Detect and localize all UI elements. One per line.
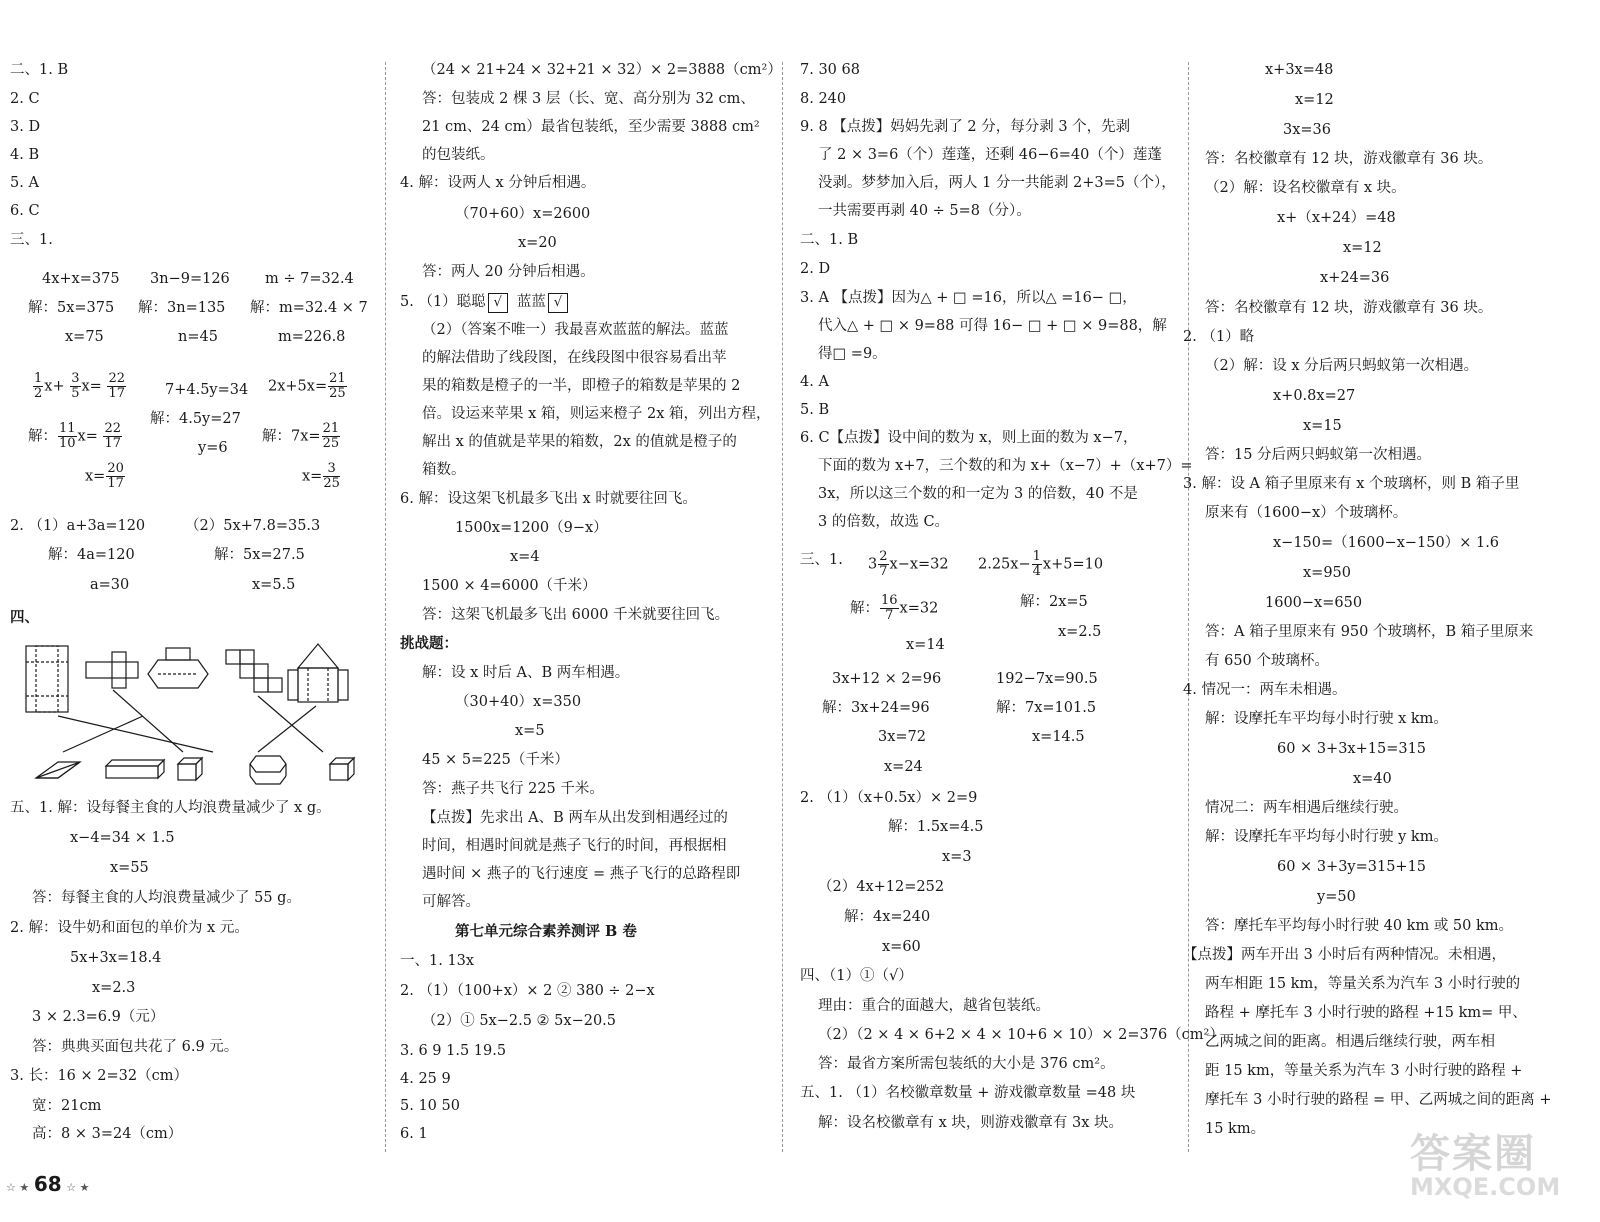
hint-line: 得□ =9。 [818, 346, 887, 362]
answer-line: 3. 长：16 × 2=32（cm） [10, 1068, 188, 1084]
hint-line: 3x，所以这三个数的和一定为 3 的倍数，40 不是 [818, 486, 1138, 502]
matching-lines [58, 690, 323, 752]
answer-line: 答：15 分后两只蚂蚁第一次相遇。 [1205, 447, 1432, 463]
answer-line: 2. D [800, 261, 831, 277]
hint-line: 下面的数为 x+7，三个数的和为 x+（x−7）+（x+7）= [818, 458, 1193, 474]
answer-line: 答：A 箱子里原来有 950 个玻璃杯，B 箱子里原来 [1205, 624, 1534, 640]
answer-column-4 [1183, 52, 1595, 1182]
section-title: 第七单元综合素养测评 B 卷 [455, 923, 637, 940]
equation: x+（x+24）=48 [1277, 210, 1396, 226]
answer-line: 五、1. 解：设每餐主食的人均浪费量减少了 x g。 [10, 800, 331, 816]
equation: 解：3x+24=96 [822, 700, 930, 716]
equation: 1500x=1200（9−x） [455, 520, 608, 536]
answer-line: 6. C [10, 203, 40, 219]
fraction: $\frac{3}{5}$ [71, 371, 80, 401]
solid-hexagonal-prism [250, 756, 286, 784]
equation: x=75 [65, 329, 104, 345]
answer-line: 6. 解：设这架飞机最多飞出 x 时就要往回飞。 [400, 491, 697, 507]
answer-line: 高：8 × 3=24（cm） [32, 1126, 183, 1142]
equation: a=30 [90, 577, 130, 593]
fraction: $\frac{22}{17}$ [108, 371, 125, 401]
hint-line: 15 km。 [1205, 1121, 1266, 1137]
answer-line: 理由：重合的面越大，越省包装纸。 [818, 998, 1050, 1014]
star-icon: ☆ ★ [66, 1181, 90, 1194]
equation: 1500 × 4=6000（千米） [422, 578, 597, 594]
equation: （70+60）x=2600 [455, 206, 591, 222]
answer-line: 2. 解：设牛奶和面包的单价为 x 元。 [10, 920, 249, 936]
answer-line: 解：设摩托车平均每小时行驶 x km。 [1205, 711, 1448, 727]
equation: x=55 [110, 860, 149, 876]
net-3 [148, 648, 208, 688]
answer-line: 答：这架飞机最多飞出 6000 千米就要往回飞。 [422, 607, 730, 623]
equation: n=45 [178, 329, 218, 345]
equation: m ÷ 7=32.4 [265, 271, 354, 287]
equation: y=6 [198, 440, 228, 456]
star-icon: ☆ ★ [6, 1181, 30, 1194]
answer-line: 答：名校徽章有 12 块，游戏徽章有 36 块。 [1205, 151, 1493, 167]
fraction: $\frac{1}{4}$ [1032, 549, 1041, 579]
equation: 7+4.5y=34 [165, 382, 249, 398]
equation: 2. （1）a+3a=120 [10, 518, 146, 534]
equation: 1600−x=650 [1265, 595, 1363, 611]
fraction: $\frac{11}{10}$ [59, 421, 76, 451]
fraction: $\frac{21}{25}$ [322, 421, 340, 451]
answer-line: 3. 解：设 A 箱子里原来有 x 个玻璃杯，则 B 箱子里 [1183, 476, 1520, 492]
hint-line: 9. 8 【点拨】妈妈先剥了 2 分，每分剥 3 个，先剥 [800, 119, 1131, 135]
equation: 3x+12 × 2=96 [832, 671, 942, 687]
equation: x=60 [882, 939, 921, 955]
section-heading: 三、1. [10, 232, 53, 248]
answer-line: 3. 6 9 1.5 19.5 [400, 1043, 507, 1059]
answer-line: （2）① 5x−2.5 ② 5x−20.5 [422, 1013, 617, 1029]
fraction: $\frac{21}{25}$ [329, 371, 346, 401]
hint-line: 【点拨】两车开出 3 小时后有两种情况。未相遇， [1183, 947, 1506, 963]
answer-column-1 [10, 52, 375, 1182]
equation: （2）4x+12=252 [818, 879, 945, 895]
answer-line: 5. （1）聪聪 √ 蓝蓝 √ [400, 292, 568, 313]
equation: x=12 [1343, 240, 1382, 256]
equation: x=14 [906, 637, 945, 653]
equation: 解：5x=27.5 [214, 547, 305, 563]
fraction-equation: $\frac{1}{2}$ x+ $\frac{3}{5}$ x= $\frac{22}{17}$ [34, 371, 125, 401]
equation: 60 × 3+3y=315+15 [1277, 859, 1427, 875]
answer-line: 2. （1）（100+x）× 2 ② 380 ÷ 2−x [400, 983, 655, 999]
solid-long-cuboid [106, 760, 164, 778]
net-5 [288, 644, 348, 702]
equation: 3 × 2.3=6.9（元） [32, 1009, 165, 1025]
equation: 解：m=32.4 × 7 [250, 300, 368, 316]
hint-line: 时间，相遇时间就是燕子飞行的时间，再根据相 [422, 838, 727, 854]
answer-line: 2. C [10, 91, 40, 107]
equation: x=15 [1303, 418, 1342, 434]
fraction-equation: x= $\frac{3}{25}$ [302, 461, 340, 491]
fraction-equation: 2.25x− $\frac{1}{4}$ x+5=10 [978, 549, 1104, 579]
fraction: $\frac{22}{17}$ [104, 421, 122, 451]
equation: y=50 [1317, 889, 1356, 905]
fraction: $\frac{3}{25}$ [323, 461, 340, 491]
hint-line: 6. C【点拨】设中间的数为 x，则上面的数为 x−7， [800, 430, 1138, 446]
answer-line: 5. 10 50 [400, 1098, 460, 1114]
answer-line: 答：两人 20 分钟后相遇。 [422, 264, 595, 280]
answer-line: 情况二：两车相遇后继续行驶。 [1205, 800, 1408, 816]
equation: x=2.3 [92, 980, 136, 996]
page-number: 68 [33, 1172, 62, 1196]
answer-line: 答：每餐主食的人均浪费量减少了 55 g。 [32, 890, 301, 906]
fraction: $\frac{1}{2}$ [34, 371, 43, 401]
fraction-equation: 解： $\frac{16}{7}$ x=32 [850, 593, 939, 623]
hint-line: 代入△ + □ × 9=88 可得 16− □ + □ × 9=88，解 [818, 318, 1167, 334]
answer-line: 解：设摩托车平均每小时行驶 y km。 [1205, 829, 1448, 845]
column-divider [385, 62, 386, 1152]
check-box: √ [548, 293, 568, 313]
equation: x=2.5 [1058, 624, 1102, 640]
answer-line: （2）解：设名校徽章有 x 块。 [1205, 180, 1406, 196]
answer-line: 箱数。 [422, 462, 466, 478]
answer-line: 的包装纸。 [422, 147, 495, 163]
equation: x=5.5 [252, 577, 296, 593]
section-heading: 三、1. [800, 552, 843, 568]
answer-line: 4. A [800, 374, 829, 390]
fraction-equation: 2x+5x= $\frac{21}{25}$ [268, 371, 346, 401]
equation: 解：2x=5 [1020, 594, 1088, 610]
answer-line: 一、1. 13x [400, 953, 475, 969]
hint-line: 乙两城之间的距离。相遇后继续行驶，两车相 [1205, 1034, 1495, 1050]
equation: m=226.8 [278, 329, 346, 345]
answer-line: 果的箱数是橙子的一半，即橙子的箱数是苹果的 2 [422, 378, 741, 394]
equation: x+3x=48 [1265, 62, 1334, 78]
answer-line: 2. （1）略 [1183, 329, 1255, 345]
equation: x=24 [884, 759, 923, 775]
answer-line: （2）（答案不唯一）我最喜欢蓝蓝的解法。蓝蓝 [422, 322, 729, 338]
answer-line: 21 cm、24 cm）最省包装纸，至少需要 3888 cm² [422, 119, 760, 135]
equation: x=5 [515, 723, 545, 739]
equation: （2）（2 × 4 × 6+2 × 4 × 10+6 × 10）× 2=376（cm²） [818, 1027, 1224, 1043]
hint-line: 摩托车 3 小时行驶的路程 = 甲、乙两城之间的距离 + [1205, 1092, 1552, 1108]
answer-line: 答：包装成 2 棵 3 层（长、宽、高分别为 32 cm、 [422, 91, 755, 107]
answer-line: 5. A [10, 175, 39, 191]
equation: x=40 [1353, 771, 1392, 787]
equation: 3x=72 [878, 729, 927, 745]
watermark-text: 答案圈 [1410, 1131, 1536, 1177]
answer-line: 二、1. B [800, 232, 859, 248]
hint-line: 【点拨】先求出 A、B 两车从出发到相遇经过的 [422, 810, 728, 826]
answer-line: 解：设 x 时后 A、B 两车相遇。 [422, 665, 630, 681]
hint-line: 遇时间 × 燕子的飞行速度 = 燕子飞行的总路程即 [422, 866, 741, 882]
answer-line: 倍。设运来苹果 x 箱，则运来橙子 2x 箱，列出方程， [422, 406, 771, 422]
equation: 解：4a=120 [48, 547, 135, 563]
equation: 4x+x=375 [42, 271, 120, 287]
section-heading: 四、 [10, 609, 39, 626]
answer-line: 4. 解：设两人 x 分钟后相遇。 [400, 175, 596, 191]
equation: 解：5x=375 [28, 300, 115, 316]
equation: x−4=34 × 1.5 [70, 830, 175, 846]
fraction-equation: 解： $\frac{11}{10}$ x= $\frac{22}{17}$ [28, 421, 122, 451]
answer-line: 答：摩托车平均每小时行驶 40 km 或 50 km。 [1205, 918, 1514, 934]
equation: 192−7x=90.5 [996, 671, 1098, 687]
answer-column-2 [400, 52, 790, 1182]
answer-line: 原来有（1600−x）个玻璃杯。 [1205, 505, 1408, 521]
hint-line: 可解答。 [422, 894, 480, 910]
equation: x=12 [1295, 92, 1334, 108]
equation: 解：4x=240 [844, 909, 931, 925]
equation: （2）5x+7.8=35.3 [185, 518, 321, 534]
equation: x+24=36 [1320, 270, 1390, 286]
equation: （24 × 21+24 × 32+21 × 32）× 2=3888（cm²） [422, 62, 782, 78]
fraction-equation: 解：7x= $\frac{21}{25}$ [262, 421, 340, 451]
equation: 60 × 3+3x+15=315 [1277, 741, 1427, 757]
watermark-url: MXQE.COM [1410, 1173, 1561, 1201]
equation: x=20 [518, 235, 557, 251]
answer-line: 4. 25 9 [400, 1071, 451, 1087]
solid-triangular-prism [36, 762, 80, 778]
equation: 解：7x=101.5 [996, 700, 1097, 716]
hint-line: 路程 + 摩托车 3 小时行驶的路程 +15 km= 甲、 [1205, 1005, 1527, 1021]
net-matching-diagram [18, 640, 373, 800]
watermark-logo [1410, 1122, 1590, 1212]
equation: 3n−9=126 [150, 271, 230, 287]
answer-line: 解出 x 的值就是苹果的箱数，2x 的值就是橙子的 [422, 434, 737, 450]
answer-line: 答：名校徽章有 12 块，游戏徽章有 36 块。 [1205, 300, 1493, 316]
fraction-equation: x= $\frac{20}{17}$ [85, 461, 124, 491]
hint-line: 3. A 【点拨】因为△ + □ =16，所以△ =16− □， [800, 290, 1137, 306]
answer-line: 解：设名校徽章有 x 块，则游戏徽章有 3x 块。 [818, 1115, 1124, 1131]
answer-line: 3. D [10, 119, 41, 135]
equation: x=950 [1303, 565, 1352, 581]
answer-line: 6. 1 [400, 1126, 428, 1142]
net-4 [226, 650, 282, 692]
equation: 解：4.5y=27 [150, 411, 241, 427]
answer-line: 二、1. B [10, 62, 69, 78]
equation: 45 × 5=225（千米） [422, 752, 569, 768]
equation: x=4 [510, 549, 540, 565]
answer-line: 4. 情况一：两车未相遇。 [1183, 682, 1347, 698]
equation: x−150=（1600−x−150）× 1.6 [1273, 535, 1500, 551]
answer-line: 7. 30 68 [800, 62, 860, 78]
net-2 [86, 652, 138, 688]
hint-line: 没剥。梦梦加入后，两人 1 分一共能剥 2+3=5（个）， [818, 175, 1176, 191]
equation: 2. （1）（x+0.5x）× 2=9 [800, 790, 978, 806]
fraction: $\frac{2}{7}$ [879, 549, 888, 579]
solid-cube [330, 758, 354, 780]
fraction: $\frac{20}{17}$ [107, 461, 124, 491]
answer-line: （2）解：设 x 分后两只蚂蚁第一次相遇。 [1205, 358, 1479, 374]
hint-line: 两车相距 15 km，等量关系为汽车 3 小时行驶的 [1205, 976, 1521, 992]
answer-line: 答：典典买面包共花了 6.9 元。 [32, 1039, 239, 1055]
answer-line: 五、1. （1）名校徽章数量 + 游戏徽章数量 =48 块 [800, 1085, 1136, 1101]
answer-line: 答：燕子共飞行 225 千米。 [422, 781, 604, 797]
answer-line: 有 650 个玻璃杯。 [1205, 653, 1329, 669]
check-box: √ [488, 293, 508, 313]
equation: （30+40）x=350 [455, 694, 582, 710]
equation: 5x+3x=18.4 [70, 950, 162, 966]
answer-line: 的解法借助了线段图，在线段图中很容易看出苹 [422, 350, 727, 366]
equation: 解：3n=135 [138, 300, 226, 316]
hint-line: 3 的倍数，故选 C。 [818, 514, 950, 530]
hint-line: 了 2 × 3=6（个）莲蓬，还剩 46−6=40（个）莲蓬 [818, 147, 1162, 163]
answer-line: 宽：21cm [32, 1098, 102, 1114]
hint-line: 一共需要再剥 40 ÷ 5=8（分）。 [818, 203, 1031, 219]
answer-line: 5. B [800, 402, 830, 418]
answer-line: 4. B [10, 147, 40, 163]
fraction: $\frac{16}{7}$ [881, 593, 898, 623]
section-heading: 挑战题： [400, 635, 458, 652]
equation: 解：1.5x=4.5 [888, 819, 984, 835]
solid-cube-small [178, 758, 202, 780]
net-1 [26, 646, 68, 712]
equation: 3x=36 [1283, 122, 1332, 138]
page-footer [6, 1172, 90, 1196]
answer-line: 四、（1）①（√） [800, 968, 913, 984]
hint-line: 距 15 km，等量关系为汽车 3 小时行驶的路程 + [1205, 1063, 1523, 1079]
answer-line: 答：最省方案所需包装纸的大小是 376 cm²。 [818, 1056, 1115, 1072]
fraction-equation: 3 $\frac{2}{7}$ x−x=32 [868, 549, 949, 579]
equation: x=3 [942, 849, 972, 865]
equation: x=14.5 [1032, 729, 1085, 745]
equation: x+0.8x=27 [1273, 388, 1356, 404]
answer-line: 8. 240 [800, 91, 847, 107]
